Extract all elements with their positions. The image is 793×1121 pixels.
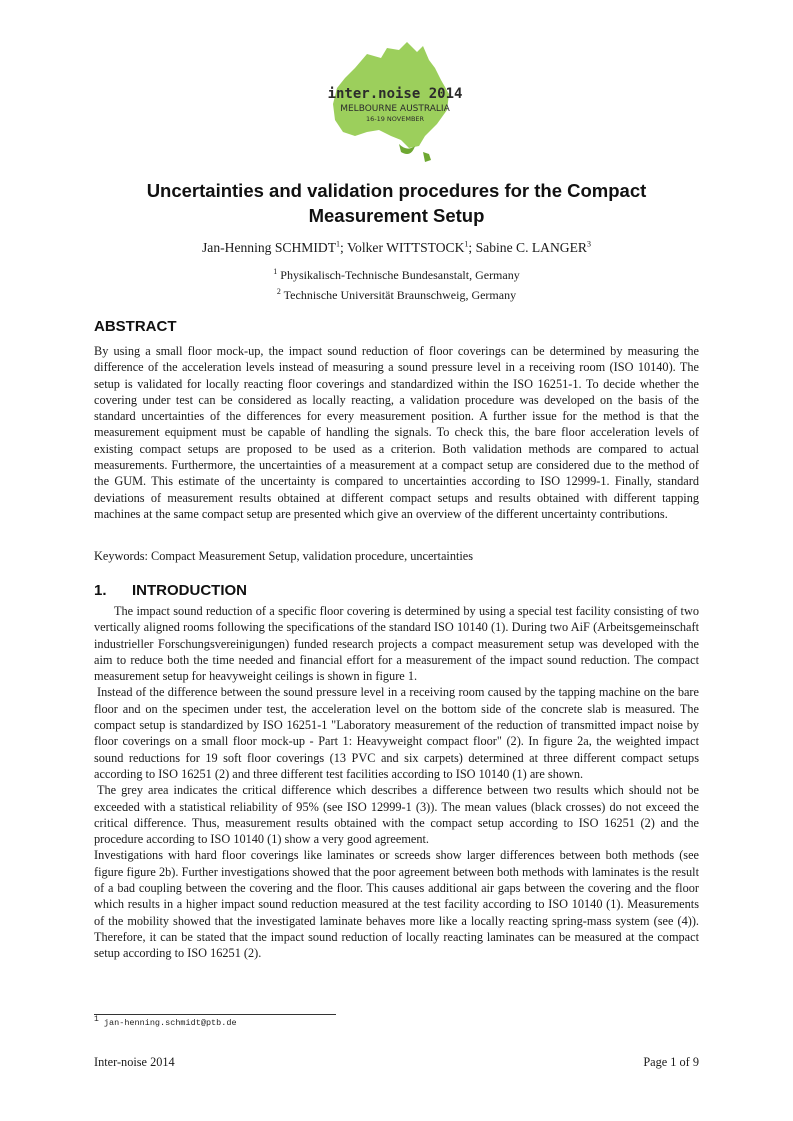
- paper-title: [94, 178, 699, 228]
- logo-line-1: inter.noise 2014: [327, 86, 463, 102]
- author-separator: ;: [468, 240, 476, 255]
- logo-line-3: 16-19 NOVEMBER: [365, 115, 425, 123]
- intro-paragraph-2: Instead of the difference between the sound pressure level in a receiving room caused by the tapping machine on the bare floor and on the specimen under test, the acceleration level on the bottom side of the concrete slab is measured. The compact setup is standardized by ISO 16251-1 "Laboratory measurement of the reduction of transmitted impact noise by floor coverings on a small floor mock-up - Part 1: Heavyweight compact floor" (2). In figure 2a, the weighted impact sound reductions for 19 soft floor coverings (13 PVC and six carpets) determined at three different compact setups according to ISO 16251 (2) and three different test facilities according to ISO 10140 (1) are shown.: [94, 685, 699, 781]
- footer-conference: Inter-noise 2014: [94, 1055, 175, 1069]
- author-affiliation-marker: 1: [336, 239, 341, 249]
- section-heading-introduction: [94, 582, 247, 599]
- footnote-email[interactable]: jan-henning.schmidt@ptb.de: [103, 1018, 237, 1028]
- affiliation-1: [94, 268, 699, 283]
- author-name: Jan-Henning SCHMIDT: [202, 240, 337, 255]
- section-title: INTRODUCTION: [132, 582, 247, 599]
- introduction-body: [94, 603, 699, 962]
- abstract-text: By using a small floor mock-up, the impact sound reduction of floor coverings can be determined by measuring the difference of the acceleration levels instead of measuring a sound pressure level in a receiving room (ISO 10140). The setup is validated for locally reacting floor coverings and standardized within the ISO 16251-1. To decide whether the covering under test can be considered as locally reacting, a validation procedure was developed on the basis of the standard uncertainties of the differences for every measurement position. A further issue for the method is that the measurement equipment must be capable of handling the signals. To check this, the bare floor acceleration levels of existing compact setups are proposed to be used as a criterion. Both validation methods are compared to actual measurements. Furthermore, the uncertainties of a measurement at a compact setup are considered due to the method of the GUM. This estimate of the uncertainty is compared to uncertainties according to ISO 12999-1. Finally, standard deviations of measurement results obtained at different compact setups and results obtained with different tapping machines at the same compact setup are presented which give an overview of the different uncertainty contributions.: [94, 344, 699, 521]
- author-separator: ;: [340, 240, 347, 255]
- footnote-marker: 1: [94, 1015, 99, 1025]
- abstract-heading: ABSTRACT: [94, 318, 177, 335]
- intro-paragraph-1: The impact sound reduction of a specific floor covering is determined by using a special test facility consisting of two vertically aligned rooms following the specifications of the standard ISO 10140 (1). During two AiF (Arbeitsgemeinschaft industrieller Forschungsvereinigungen) funded research projects a compact measurement setup was developed with the aim to reduce both the time needed and financial effort for a measurement of the impact sound reduction. The compact measurement setup for heavyweight ceilings is shown in figure 1.: [94, 604, 699, 684]
- title-line-1: Uncertainties and validation procedures for the Compact: [146, 180, 647, 201]
- author-name: Volker WITTSTOCK: [346, 240, 465, 255]
- footnote: [94, 1015, 237, 1028]
- intro-paragraph-3: The grey area indicates the critical difference which describes a difference between two results which should not be exceeded with a statistical reliability of 95% (see ISO 12999-1 (3)). The mean values (black crosses) do not exceed the critical difference. Thus, measurement results obtained with the compact setup according to ISO 16251 (2) and the procedure according to ISO 10140 (1) show a very good agreement.: [94, 783, 699, 847]
- affiliation-marker: 2: [276, 287, 281, 296]
- affiliation-text: Technische Universität Braunschweig, Germany: [280, 288, 517, 302]
- footer-page-number: Page 1 of 9: [643, 1055, 699, 1069]
- author: [476, 240, 591, 255]
- keywords: Keywords: Compact Measurement Setup, validation procedure, uncertainties: [94, 549, 474, 563]
- section-number: 1.: [94, 582, 107, 599]
- title-line-2: Measurement Setup: [308, 205, 485, 226]
- author: [347, 240, 476, 255]
- affiliation-text: Physikalisch-Technische Bundesanstalt, Germany: [277, 268, 520, 282]
- author-name: Sabine C. LANGER: [475, 240, 587, 255]
- australia-map-icon: [325, 40, 465, 170]
- logo-line-2: MELBOURNE AUSTRALIA: [340, 104, 450, 114]
- conference-logo: [325, 40, 465, 170]
- affiliation-2: [94, 288, 699, 303]
- author-affiliation-marker: 1: [464, 239, 469, 249]
- author: [202, 240, 347, 255]
- intro-paragraph-4: Investigations with hard floor coverings like laminates or screeds show larger differences between both methods (see figure figure 2b). Further investigations showed that the poor agreement between both methods with laminates is the result of a bad coupling between the covering and the floor. This causes additional air gaps between the covering and the floor which results in a higher impact sound reduction measured at the test facility according to ISO 10140 (1). Measurements of the mobility showed that the investigated laminate behaves more like a locally reacting spring-mass system (see (4)). Therefore, it can be stated that the impact sound reduction of locally reacting laminates can be measured at the compact setup according to ISO 16251 (2).: [94, 848, 699, 961]
- footnote-rule: [94, 1014, 336, 1015]
- affiliation-marker: 1: [273, 267, 278, 276]
- author-list: [94, 240, 699, 256]
- author-affiliation-marker: 3: [587, 239, 591, 249]
